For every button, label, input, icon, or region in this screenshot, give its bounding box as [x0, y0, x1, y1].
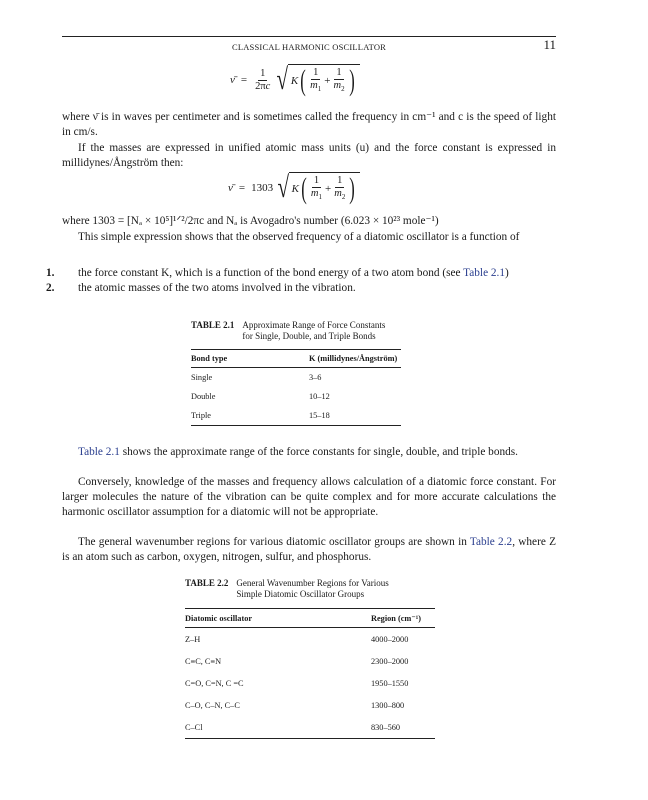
table-cell: C≡C, C≡N — [185, 656, 222, 666]
running-title: CLASSICAL HARMONIC OSCILLATOR — [231, 42, 387, 52]
table-2-2-header-region: Region (cm⁻¹) — [371, 614, 421, 623]
eq2-lhs: ν̄ — [228, 182, 233, 194]
eq2-n1: 1 — [313, 174, 320, 186]
table-2-1-link[interactable]: Table 2.1 — [463, 267, 506, 279]
table-row — [185, 694, 435, 716]
eq2-n2: 1 — [337, 174, 343, 186]
paragraph-4: This simple expression shows that the observed frequency of a diatomic oscillator is a function of — [78, 231, 520, 243]
list-item-number: 2. — [46, 282, 55, 294]
table-row — [191, 368, 401, 388]
table-2-1-header-k: K (millidynes/Ångström) — [309, 354, 398, 363]
table-cell: Double — [191, 392, 216, 401]
eq1-n1: 1 — [313, 66, 319, 78]
paragraph-7-text-end: , where Z is an atom such as carbon, oxygen, nitrogen, sulfur, and phosphorus. — [62, 536, 556, 563]
list-item-text: the atomic masses of the two atoms involved in the vibration. — [78, 282, 356, 294]
right-paren-icon: ) — [349, 172, 356, 205]
list-item-text: the force constant K, which is a function of the bond energy of a two atom bond (see — [78, 267, 464, 279]
paragraph-5-text: shows the approximate range of the force constants for single, double, and triple bonds. — [119, 446, 518, 458]
left-paren-icon: ( — [301, 172, 307, 205]
eq1-coef-den-var: c — [265, 80, 271, 92]
eq1-d1-var: m — [310, 79, 318, 91]
table-cell: 2300–2000 — [371, 656, 409, 666]
eq2-plus: + — [325, 183, 332, 195]
eq2-d2-sub: 2 — [341, 193, 346, 202]
eq1-n2: 1 — [336, 66, 342, 78]
eq1-coef-den-pre: 2π — [255, 80, 266, 92]
page-number: 11 — [543, 37, 556, 52]
table-2-2-caption-line2: Simple Diatomic Oscillator Groups — [236, 589, 365, 599]
eq1-plus: + — [324, 75, 331, 87]
table-2-1-link[interactable]: Table 2.1 — [78, 446, 120, 458]
equation-2 — [228, 172, 360, 204]
list-item — [46, 266, 556, 281]
eq2-d1-var: m — [310, 187, 319, 199]
table-row — [185, 672, 435, 694]
eq1-d2-var: m — [333, 79, 342, 91]
paragraph-3: where 1303 = [Nₐ × 10⁵]¹ᐟ²/2πc and Nₐ is Avogadro's number (6.023 × 10²³ mole⁻¹) — [62, 215, 439, 227]
paragraph-5 — [62, 445, 556, 460]
eq1-equals: = — [240, 74, 248, 86]
paragraph-6: Conversely, knowledge of the masses and frequency allows calculation of a diatomic force constant. For larger molecules the nature of the vibration can be quite complex and for more accurate calculations the harmonic oscillator assumption for a diatomic will not be appropriate. — [62, 476, 556, 518]
table-cell: 1300–800 — [371, 700, 405, 710]
eq1-coefficient — [255, 68, 270, 93]
table-2-1-caption-line2: for Single, Double, and Triple Bonds — [242, 331, 376, 341]
table-row — [191, 406, 401, 426]
table-cell: C–O, C–N, C–C — [185, 700, 240, 710]
table-row — [191, 387, 401, 406]
radical-sign-icon: √ — [277, 171, 290, 204]
table-2-2-caption-line1: General Wavenumber Regions for Various — [236, 578, 389, 588]
list-item-number: 1. — [46, 267, 55, 279]
paragraph-7-text: The general wavenumber regions for various diatomic oscillator groups are shown in — [78, 536, 470, 548]
eq1-d1-sub: 1 — [317, 85, 322, 94]
table-cell: Triple — [191, 411, 211, 420]
eq2-sqrt — [275, 172, 360, 204]
eq1-d2-sub: 2 — [341, 85, 345, 94]
table-cell: C=O, C=N, C =C — [185, 678, 244, 688]
table-row — [185, 628, 435, 651]
eq2-equals: = — [238, 182, 246, 194]
table-cell: 15–18 — [309, 411, 330, 420]
table-cell: 10–12 — [309, 392, 330, 401]
table-2-2 — [185, 608, 435, 739]
left-paren-icon: ( — [300, 64, 306, 97]
table-cell: 4000–2000 — [371, 634, 409, 644]
table-cell: Z–H — [185, 634, 201, 644]
eq2-d1-sub: 1 — [318, 193, 323, 202]
table-2-1 — [191, 349, 401, 426]
table-row — [185, 716, 435, 739]
paragraph-2: If the masses are expressed in unified atomic mass units (u) and the force constant is expressed in millidynes/Ångström then: — [62, 142, 556, 169]
header-rule — [62, 36, 556, 37]
eq2-K: K — [291, 183, 299, 195]
table-2-2-header-oscillator: Diatomic oscillator — [185, 613, 253, 623]
radical-sign-icon: √ — [276, 63, 289, 96]
table-cell: 3–6 — [309, 373, 322, 382]
eq1-sqrt — [274, 64, 359, 96]
eq1-lhs: ν̄ — [230, 74, 235, 86]
table-row — [185, 650, 435, 672]
table-2-1-caption — [191, 320, 385, 342]
table-2-1-label: TABLE 2.1 — [191, 320, 235, 330]
table-2-1-header-bond-type: Bond type — [191, 354, 228, 363]
table-2-2-caption — [185, 578, 389, 600]
list-item — [46, 281, 556, 296]
eq2-coef: 1303 — [251, 182, 274, 194]
table-cell: 830–560 — [371, 722, 401, 732]
table-cell: 1950–1550 — [371, 678, 409, 688]
table-cell: Single — [191, 373, 213, 382]
eq2-d2-var: m — [334, 187, 342, 199]
paragraph-7 — [62, 535, 556, 565]
table-2-2-label: TABLE 2.2 — [185, 578, 229, 588]
right-paren-icon: ) — [348, 64, 355, 97]
factor-list — [46, 266, 556, 296]
table-cell: C–Cl — [185, 722, 203, 732]
list-item-text-end: ) — [505, 267, 509, 279]
table-2-1-caption-line1: Approximate Range of Force Constants — [242, 320, 386, 330]
equation-1 — [230, 64, 360, 96]
eq1-coef-num: 1 — [260, 67, 266, 79]
table-2-2-link[interactable]: Table 2.2 — [469, 536, 513, 548]
paragraph-1: where ν̄ is in waves per centimeter and is sometimes called the frequency in cm⁻¹ and c is the speed of light in cm/s. — [62, 111, 556, 138]
eq1-K: K — [290, 75, 299, 87]
